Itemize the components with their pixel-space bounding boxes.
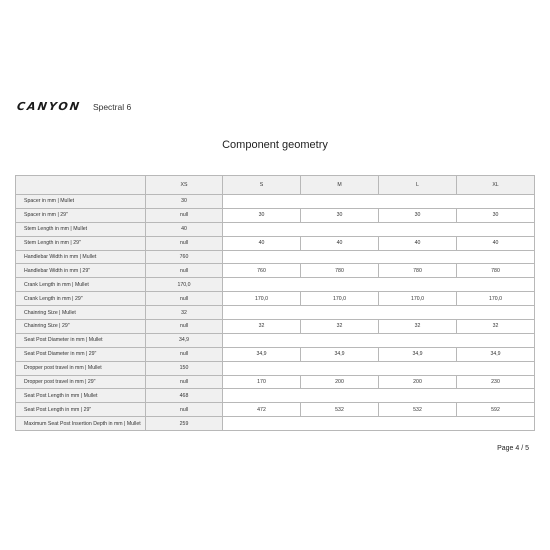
header-corner-cell (16, 176, 146, 195)
table-row (16, 222, 535, 236)
merged-empty-cell (223, 195, 535, 209)
cell-value: 30 (223, 208, 301, 222)
merged-empty-cell (223, 361, 535, 375)
cell-value: 200 (301, 375, 379, 389)
row-label: Seat Post Diameter in mm | Mullet (16, 333, 146, 347)
row-label: Crank Length in mm | Mullet (16, 278, 146, 292)
table-row (16, 347, 535, 361)
table-row (16, 333, 535, 347)
table-row (16, 320, 535, 334)
cell-value: 592 (457, 403, 535, 417)
row-label: Stem Length in mm | Mullet (16, 222, 146, 236)
merged-empty-cell (223, 389, 535, 403)
cell-value: null (146, 264, 223, 278)
cell-value: 150 (146, 361, 223, 375)
page-number: Page 4 / 5 (497, 445, 529, 452)
row-label: Spacer in mm | Mullet (16, 195, 146, 209)
row-label: Handlebar Width in mm | 29" (16, 264, 146, 278)
table-row (16, 250, 535, 264)
table-row (16, 264, 535, 278)
cell-value: 32 (457, 320, 535, 334)
cell-value: 170 (223, 375, 301, 389)
brand-header (17, 100, 131, 113)
cell-value: 40 (379, 236, 457, 250)
row-label: Maximum Seat Post Insertion Depth in mm | Mullet (16, 417, 146, 431)
table-row (16, 236, 535, 250)
cell-value: 34,9 (457, 347, 535, 361)
canyon-logo: CANYON (16, 100, 82, 113)
table-header-row (16, 176, 535, 195)
cell-value: null (146, 347, 223, 361)
cell-value: 32 (301, 320, 379, 334)
cell-value: 40 (457, 236, 535, 250)
merged-empty-cell (223, 306, 535, 320)
table-row (16, 403, 535, 417)
cell-value: null (146, 236, 223, 250)
cell-value: 32 (223, 320, 301, 334)
cell-value: null (146, 208, 223, 222)
table-row (16, 208, 535, 222)
column-header-xl: XL (457, 176, 535, 195)
cell-value: 780 (379, 264, 457, 278)
row-label: Seat Post Diameter in mm | 29" (16, 347, 146, 361)
row-label: Handlebar Width in mm | Mullet (16, 250, 146, 264)
column-header-m: M (301, 176, 379, 195)
cell-value: 30 (146, 195, 223, 209)
cell-value: null (146, 292, 223, 306)
table-body (16, 195, 535, 431)
cell-value: null (146, 375, 223, 389)
row-label: Chainring Size | 29" (16, 320, 146, 334)
cell-value: 468 (146, 389, 223, 403)
page-title: Component geometry (222, 139, 328, 151)
table-row (16, 292, 535, 306)
cell-value: 40 (146, 222, 223, 236)
row-label: Chainring Size | Mullet (16, 306, 146, 320)
cell-value: 32 (146, 306, 223, 320)
merged-empty-cell (223, 222, 535, 236)
row-label: Crank Length in mm | 29" (16, 292, 146, 306)
cell-value: 40 (301, 236, 379, 250)
table-row (16, 417, 535, 431)
merged-empty-cell (223, 278, 535, 292)
model-name: Spectral 6 (92, 102, 132, 112)
cell-value: 32 (379, 320, 457, 334)
merged-empty-cell (223, 417, 535, 431)
table-row (16, 195, 535, 209)
cell-value: 780 (457, 264, 535, 278)
cell-value: 170,0 (457, 292, 535, 306)
cell-value: 780 (301, 264, 379, 278)
merged-empty-cell (223, 333, 535, 347)
cell-value: 230 (457, 375, 535, 389)
cell-value: 760 (223, 264, 301, 278)
cell-value: 170,0 (146, 278, 223, 292)
table-row (16, 306, 535, 320)
table-row (16, 361, 535, 375)
column-header-xs: XS (146, 176, 223, 195)
cell-value: 34,9 (301, 347, 379, 361)
column-header-l: L (379, 176, 457, 195)
cell-value: 532 (379, 403, 457, 417)
cell-value: null (146, 320, 223, 334)
row-label: Dropper post travel in mm | Mullet (16, 361, 146, 375)
cell-value: 532 (301, 403, 379, 417)
table-row (16, 375, 535, 389)
cell-value: 200 (379, 375, 457, 389)
row-label: Seat Post Length in mm | Mullet (16, 389, 146, 403)
component-geometry-table (15, 175, 535, 431)
table-row (16, 389, 535, 403)
row-label: Dropper post travel in mm | 29" (16, 375, 146, 389)
cell-value: 170,0 (379, 292, 457, 306)
cell-value: 170,0 (223, 292, 301, 306)
cell-value: 259 (146, 417, 223, 431)
column-header-s: S (223, 176, 301, 195)
cell-value: 30 (457, 208, 535, 222)
cell-value: 170,0 (301, 292, 379, 306)
cell-value: 30 (379, 208, 457, 222)
row-label: Stem Length in mm | 29" (16, 236, 146, 250)
row-label: Seat Post Length in mm | 29" (16, 403, 146, 417)
cell-value: 30 (301, 208, 379, 222)
cell-value: 34,9 (379, 347, 457, 361)
cell-value: 760 (146, 250, 223, 264)
cell-value: 34,9 (146, 333, 223, 347)
cell-value: null (146, 403, 223, 417)
cell-value: 34,9 (223, 347, 301, 361)
merged-empty-cell (223, 250, 535, 264)
table-row (16, 278, 535, 292)
cell-value: 40 (223, 236, 301, 250)
cell-value: 472 (223, 403, 301, 417)
row-label: Spacer in mm | 29" (16, 208, 146, 222)
